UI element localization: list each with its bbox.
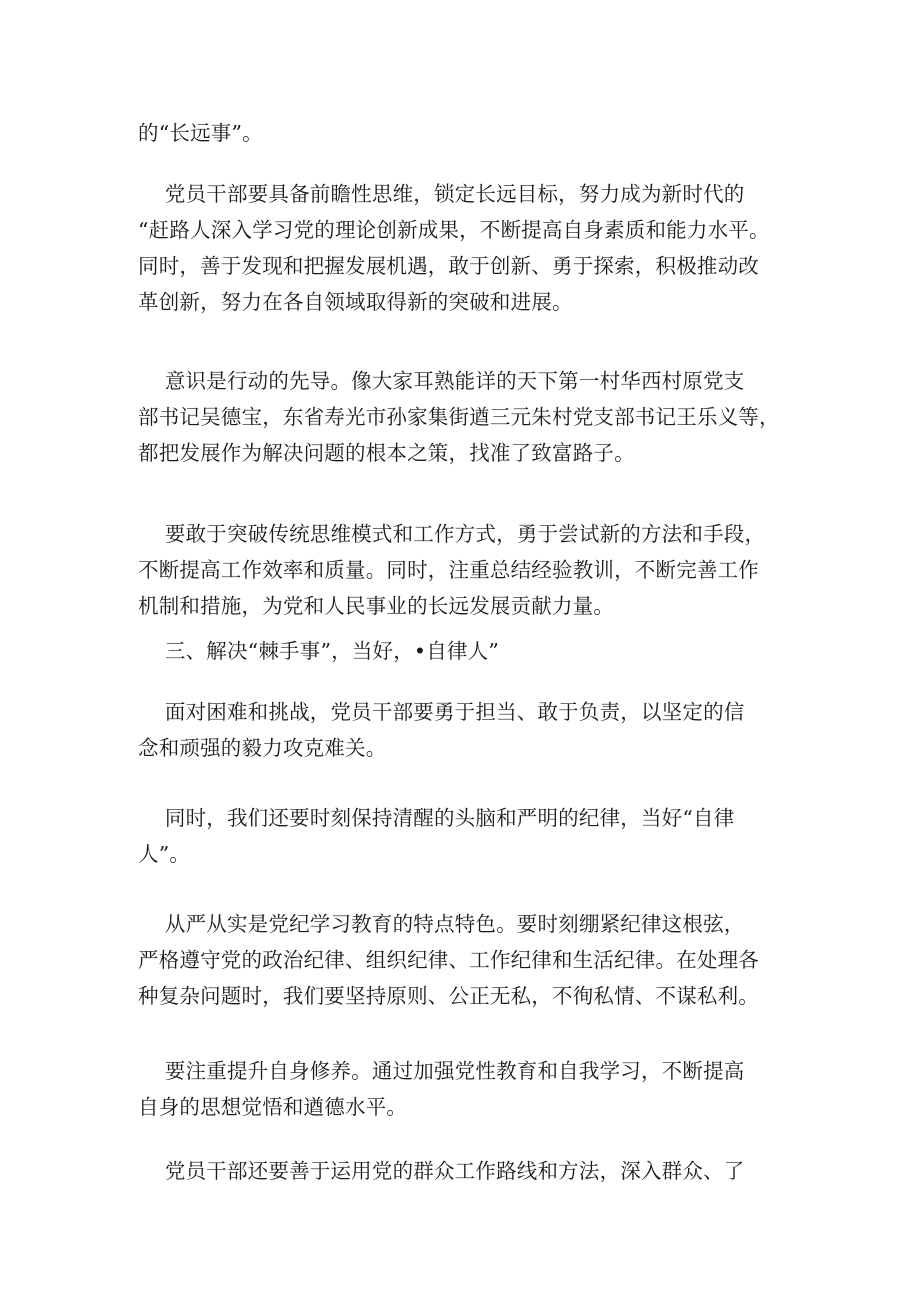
paragraph-line: 自身的思想觉悟和遒德水平。 bbox=[138, 1095, 408, 1119]
paragraph-line: 同时，我们还要时刻保持清醒的头脑和严明的纪律，当好“自律 bbox=[138, 806, 735, 830]
paragraph-line: 要注重提升自身修养。通过加强党性教育和自我学习，不断提高 bbox=[138, 1059, 745, 1083]
paragraph-4 bbox=[138, 516, 786, 624]
paragraph-1 bbox=[138, 115, 786, 151]
paragraph-line: 机制和措施，为党和人民事业的长远发展贡献力量。 bbox=[138, 594, 615, 618]
paragraph-line: 从严从实是党纪学习教育的特点特色。要时刻绷紧纪律这根弦， bbox=[138, 912, 745, 936]
paragraph-3 bbox=[138, 363, 786, 471]
paragraph-line: 党员干部还要善于运用党的群众工作路线和方法，深入群众、了 bbox=[138, 1159, 745, 1183]
paragraph-8 bbox=[138, 1053, 786, 1125]
paragraph-line: 同时，善于发现和把握发展机遇，敢于创新、勇于探索，积极推动改 bbox=[138, 254, 759, 278]
paragraph-line: 部书记吴德宝，东省寿光市孙家集街遒三元朱村党支部书记王乐义等， bbox=[138, 405, 780, 429]
paragraph-line: 念和顽强的毅力攻克难关。 bbox=[138, 736, 387, 760]
paragraph-line: “赶路人深入学习党的理论创新成果，不断提高自身素质和能力水平。 bbox=[138, 218, 770, 242]
paragraph-line: 人”。 bbox=[138, 842, 191, 866]
paragraph-line: 党员干部要具备前瞻性思维，锁定长远目标，努力成为新时代的 bbox=[138, 182, 745, 206]
paragraph-5 bbox=[138, 694, 786, 766]
paragraph-line: 面对困难和挑战，党员干部要勇于担当、敢于负责，以坚定的信 bbox=[138, 700, 745, 724]
paragraph-line: 都把发展作为解决问题的根本之策，找准了致富路子。 bbox=[138, 441, 635, 465]
paragraph-line: 种复杂问题时，我们要坚持原则、公正无私，不徇私情、不谋私利。 bbox=[138, 984, 759, 1008]
paragraph-7 bbox=[138, 906, 786, 1014]
paragraph-line: 意识是行动的先导。像大家耳熟能详的天下第一村华西村原党支 bbox=[138, 369, 745, 393]
paragraph-6 bbox=[138, 800, 786, 872]
paragraph-line: 的“长远事”。 bbox=[138, 121, 263, 145]
paragraph-line: 严格遵守党的政治纪律、组织纪律、工作纪律和生活纪律。在处理各 bbox=[138, 948, 759, 972]
paragraph-line: 不断提高工作效率和质量。同时，注重总结经验教训，不断完善工作 bbox=[138, 558, 759, 582]
paragraph-line: 革创新，努力在各自领域取得新的突破和进展。 bbox=[138, 290, 573, 314]
paragraph-9 bbox=[138, 1153, 786, 1189]
paragraph-line: 要敢于突破传统思维模式和工作方式，勇于尝试新的方法和手段， bbox=[138, 522, 766, 546]
heading-line: 三、解决“棘手事”，当好，•自律人” bbox=[138, 639, 499, 663]
section-heading bbox=[138, 633, 786, 669]
paragraph-2 bbox=[138, 176, 786, 320]
